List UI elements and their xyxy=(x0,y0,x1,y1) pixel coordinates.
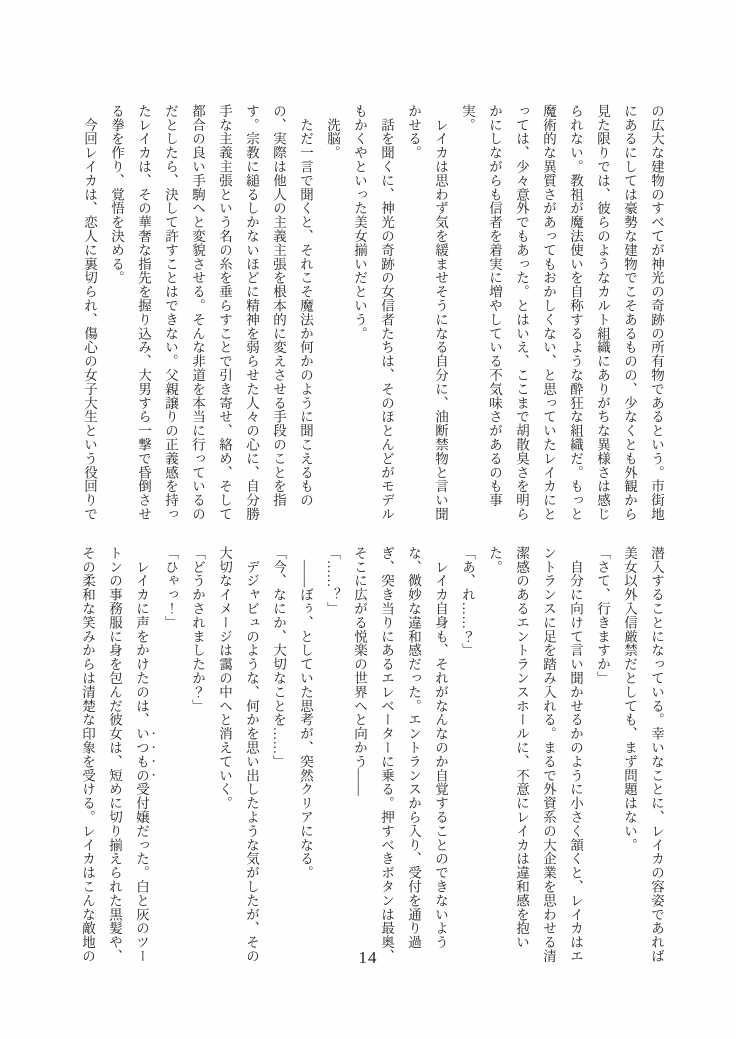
text-column: た。 xyxy=(487,546,502,574)
text-column: の、実際は他人の主義主張を根本的に変えさせる手段のことを指 xyxy=(271,104,286,508)
text-column: 自分に向けて言い聞かせるかのように小さく頷くと、レイカはエ xyxy=(568,546,583,963)
text-column: その柔和な笑みからは清楚な印象を受ける。レイカはこんな敵地の xyxy=(80,546,95,963)
text-column: す。宗教に縋るしかないほどに精神を弱らせた人々の心に、自分勝 xyxy=(244,104,259,521)
text-column: 魔術的な異質さがあってもおかしくない、と思っていたレイカにと xyxy=(541,104,556,521)
text-column: 「どうかされましたか？」 xyxy=(190,546,205,713)
text-column: にあるにしては豪勢な建物でこそあるものの、少なくとも外観から xyxy=(622,104,637,521)
text-column: 「今、なにか、大切なことを……」 xyxy=(271,546,286,769)
text-column: 実。 xyxy=(460,104,475,132)
text-column: 「ひゃっ！」 xyxy=(163,546,178,630)
text-column: かせる。 xyxy=(406,104,421,160)
text-column: 話を聞くに、神光の奇跡の女信者たちは、そのほとんどがモデル xyxy=(379,104,394,521)
text-block-top xyxy=(76,104,670,524)
text-column: デジャビュのような、何かを思い出したような気がしたが、その xyxy=(244,546,259,963)
text-column: 洗脳。 xyxy=(325,104,340,160)
text-column: 「さて、行きますか」 xyxy=(595,546,610,685)
text-column: られない。教祖が魔法使いを自称するような酔狂な組織だ。もっと xyxy=(568,104,583,521)
text-column: 見た限りでは、彼らのようなカルト組織にありがちな異様さは感じ xyxy=(595,104,610,521)
text-column: 「あ、れ……？」 xyxy=(460,546,475,658)
text-column: 今回レイカは、恋人に裏切られ、傷心の女子大生という役回りで xyxy=(82,104,97,521)
text-segment: レイカに声をかけたのは、 xyxy=(134,546,149,727)
text-column: 都合の良い手駒へと変貌させる。そんな非道を本当に行っているの xyxy=(190,104,205,521)
text-column: そこに広がる悦楽の世界へと向かう—— xyxy=(352,546,367,797)
text-column: ぎ、突き当りにあるエレベーターに乗る。押すべきボタンは最奥、 xyxy=(379,546,394,963)
page-number: 14 xyxy=(358,948,378,967)
text-column: ントランスに足を踏み入れる。まるで外資系の大企業を思わせる清 xyxy=(541,546,556,963)
text-column: たレイカは、その華奢な指先を握り込み、大男すら一撃で昏倒させ xyxy=(136,104,151,521)
text-column: かにしながらも信者を着実に増やしている不気味さがあるのも事 xyxy=(487,104,502,508)
text-column: 「……？」 xyxy=(325,546,340,616)
text-column: ただ一言で聞くと、それこそ魔法か何かのように聞こえるもの xyxy=(298,104,313,508)
text-column: の広大な建物のすべてが神光の奇跡の所有物であるという。市街地 xyxy=(649,104,664,521)
text-column: トンの事務服に身を包んだ彼女は、短めに切り揃えられた黒髪や、 xyxy=(107,546,122,963)
text-column: レイカ自身も、それがなんなのか自覚することのできないよう xyxy=(433,546,448,950)
text-column: もかくやといった美女揃いだという。 xyxy=(352,104,367,341)
text-column: レイカは思わず気を緩ませそうになる自分に、油断禁物と言い聞 xyxy=(433,104,448,521)
text-column: 美女以外入信厳禁だとしても、まず問題はない。 xyxy=(622,546,637,852)
text-column: る拳を作り、覚悟を決める。 xyxy=(109,104,124,285)
text-column-with-emphasis xyxy=(128,546,157,966)
text-column: 手な主義主張という名の糸を垂らすことで引き寄せ、絡め、そして xyxy=(217,104,232,521)
emphasized-text: いつもの xyxy=(134,726,149,783)
text-column: な、微妙な違和感だった。エントランスから入り、受付を通り過 xyxy=(406,546,421,950)
text-block-bottom xyxy=(74,546,670,966)
text-segment: 受付嬢だった。白と灰のツー xyxy=(134,782,149,964)
text-column: っては、少々意外でもあった。とはいえ、ここまで胡散臭さを明ら xyxy=(514,104,529,521)
text-column: ——ぼぅ、としていた思考が、突然クリアになる。 xyxy=(298,546,313,880)
text-column: 大切なイメージは靄の中へと消えていく。 xyxy=(217,546,232,811)
text-column: 潜入することになっている。幸いなことに、レイカの容姿であれば xyxy=(649,546,664,963)
text-column: 潔感のあるエントランスホールに、不意にレイカは違和感を抱い xyxy=(514,546,529,950)
text-column: だとしたら、決して許すことはできない。父親譲りの正義感を持っ xyxy=(163,104,178,521)
